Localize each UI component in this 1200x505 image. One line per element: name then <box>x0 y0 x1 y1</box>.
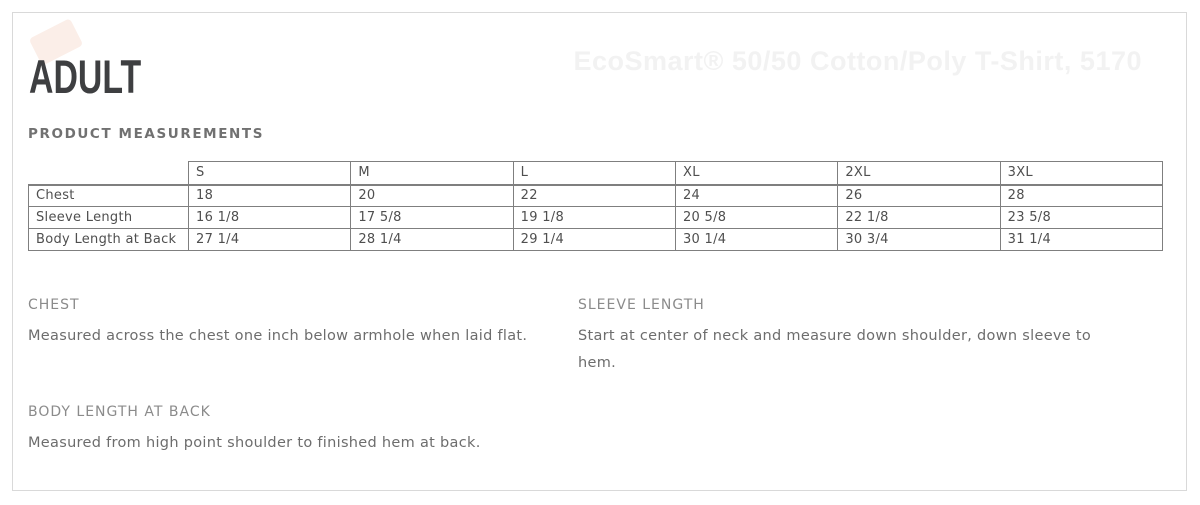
definition-sleeve-length <box>578 297 1093 377</box>
measurement-cell: 26 <box>838 185 1000 207</box>
section-title: PRODUCT MEASUREMENTS <box>28 126 265 142</box>
size-chart-panel <box>12 12 1187 491</box>
size-column-header-l: L <box>513 162 675 185</box>
size-column-header-3xl: 3XL <box>1000 162 1162 185</box>
row-label-body-length-at-back: Body Length at Back <box>29 229 189 251</box>
row-label-sleeve-length: Sleeve Length <box>29 207 189 229</box>
measurement-cell: 28 <box>1000 185 1162 207</box>
measurement-cell: 30 1/4 <box>675 229 837 251</box>
definition-body-length-at-back-text: Measured from high point shoulder to finished hem at back. <box>28 435 481 451</box>
table-row-chest <box>29 185 1163 207</box>
measurement-cell: 20 5/8 <box>675 207 837 229</box>
measurement-cell: 18 <box>189 185 351 207</box>
definition-chest-heading: CHEST <box>28 297 80 313</box>
definition-body-length-at-back <box>28 404 588 457</box>
table-row-sleeve-length <box>29 207 1163 229</box>
definition-chest-text: Measured across the chest one inch below armhole when laid flat. <box>28 328 528 344</box>
definition-sleeve-length-text: Start at center of neck and measure down shoulder, down sleeve to hem. <box>578 328 1092 371</box>
table-row-body-length-at-back <box>29 229 1163 251</box>
size-column-header-2xl: 2XL <box>838 162 1000 185</box>
measurement-cell: 17 5/8 <box>351 207 513 229</box>
measurement-cell: 24 <box>675 185 837 207</box>
measurements-table <box>28 161 1163 251</box>
measurement-cell: 29 1/4 <box>513 229 675 251</box>
product-title-watermark: EcoSmart® 50/50 Cotton/Poly T-Shirt, 5170 <box>573 46 1142 76</box>
measurement-cell: 16 1/8 <box>189 207 351 229</box>
measurement-cell: 23 5/8 <box>1000 207 1162 229</box>
size-column-header-s: S <box>189 162 351 185</box>
measurement-cell: 31 1/4 <box>1000 229 1162 251</box>
measurement-cell: 19 1/8 <box>513 207 675 229</box>
measurement-cell: 27 1/4 <box>189 229 351 251</box>
size-column-header-m: M <box>351 162 513 185</box>
measurement-cell: 22 <box>513 185 675 207</box>
table-corner-cell <box>29 162 189 185</box>
size-column-header-xl: XL <box>675 162 837 185</box>
measurement-cell: 22 1/8 <box>838 207 1000 229</box>
definition-sleeve-length-heading: SLEEVE LENGTH <box>578 297 705 313</box>
size-header-row <box>29 162 1163 185</box>
measurement-cell: 30 3/4 <box>838 229 1000 251</box>
row-label-chest: Chest <box>29 185 189 207</box>
measurement-cell: 20 <box>351 185 513 207</box>
measurement-cell: 28 1/4 <box>351 229 513 251</box>
definition-chest <box>28 297 568 350</box>
definition-body-length-at-back-heading: BODY LENGTH AT BACK <box>28 404 211 420</box>
category-title: ADULT <box>29 50 142 103</box>
